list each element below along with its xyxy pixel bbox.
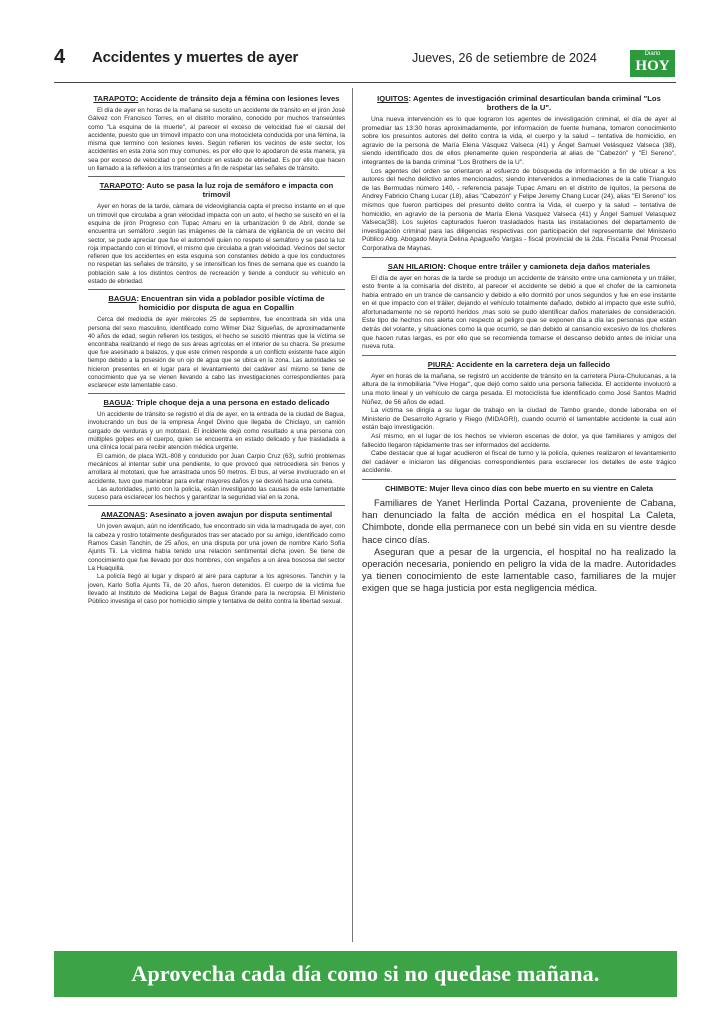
article-title: : Encuentran sin vida a poblador posible víctima de homicidio por disputa de agua en Copallin bbox=[136, 294, 325, 313]
article-tarapoto-1 bbox=[88, 94, 345, 177]
article-title: : Triple choque deja a una persona en estado delicado bbox=[131, 398, 330, 408]
article-paragraph: Ayer en horas de la tarde, cámara de videovigilancia capta el preciso instante en el que un trimovil que circulaba a gran velocidad impacta con un auto, el hecho se suscitó en el la esquina de jirón Progreso con Tupac Amaru en la urbanización 9 de Abril, donde se encuentra un semáforo .según las imágenes de la cámara de vigilancia de un vecino del sector, se pude apreciar que fue el automóvil quien no respeto el semáforo y se pasó la luz roja impactando con el trimovil, el mismo que circulaba a gran velocidad. Vecinos del sector refieren que los accidentes en esta esquina son constantes debido a que los conductores no respetan las señales de tránsito, y se intensifican los fines de semana que es cuando la población sale a los distintos centros de recreación y tiende a conducir su vehículo en estado de ebriedad. bbox=[88, 203, 345, 286]
article-amazonas bbox=[88, 510, 345, 609]
article-title: : Choque entre tráiler y camioneta deja daños materiales bbox=[443, 261, 651, 271]
newspaper-logo bbox=[630, 50, 675, 77]
article-piura bbox=[362, 360, 676, 480]
article-location: BAGUA bbox=[103, 398, 132, 408]
article-title: : Auto se pasa la luz roja de semáforo e impacta con trimovil bbox=[141, 181, 334, 200]
article-title: Accidente de tránsito deja a fémina con lesiones leves bbox=[138, 94, 340, 103]
left-column bbox=[88, 90, 345, 613]
column-divider bbox=[352, 88, 353, 942]
article-paragraph: La policía llegó al lugar y disparó al aire para capturar a los agresores. Tanchin y la joven, Karlo Sofía Ajunts Tii, de 20 años, fueron detenidos. El cuerpo de la víctima fue llevado al Instituto de Medicina Legal de Bagua Grande para la necropsia. El Ministerio Público investiga el caso por homicidio simple y tentativa de delito contra la libertad sexual. bbox=[88, 573, 345, 606]
article-paragraph: El día de ayer en horas de la tarde se produjo un accidente de tránsito entre una camioneta y un tráiler, esto frente a la comisaría del distrito, al parecer el accidente se debió a que el chofer de la camioneta había entrado en un trance de cansancio y debido a ello dormitó por unos segundos y fue en ese instante en el que impacto con el tráiler, dejando el vehículo totalmente dañado, debido al impacto que este sufrió, afortunadamente no se reportó heridos ,mas solo se pudo identificar daños materiales de consideración. Este tipo de hechos nos alerta con respecto al peligro que se exponen día a día las personas que están detrás del volante, y situaciones como la que ocurrió, se dan debido al cansancio excesivo de los choferes que hacen rutas largas, es por ello que se recomienda tomarse el descanso debido antes de iniciar una nueva ruta. bbox=[362, 274, 676, 351]
article-location: PIURA bbox=[427, 359, 452, 369]
article-paragraph: Una nueva intervención es lo que lograron los agentes de investigación criminal, el día de ayer al promediar las 13:30 horas aproximadamente, por información de fuente humana, tomaron conocimiento sobre los presuntos autores del delito contra la vida, el cuerpo y la salud – tentativa de homicidio, en agravio de la persona de María Elena Vásquez Valseca (41) y Ángel Samuel Velásquez Valseca (38), siendo identificado dos de ellos plenamente quien respondería al alias de "Cabezón" y "El Sereno", integrantes de la banda criminal "Los Brothers de la U". bbox=[362, 116, 676, 166]
article-title: : Agentes de investigación criminal desarticulan banda criminal "Los brothers de la U". bbox=[408, 94, 661, 112]
article-headline bbox=[92, 294, 341, 312]
article-paragraph: Cerca del mediodía de ayer miércoles 25 de septiembre, fue encontrada sin vida una persona del sexo masculino, identificado como Wilmer Diaz Sigueñas, de aproximadamente 40 años de edad, según refieren los testigos, el hecho se suscitó mientras que la víctima se encontraba realizando el riego de sus áreas agrícolas en el interior de su chacra. Se presume que fue asesinado a balazos, y que este crimen responde a un conflicto existente hace algún tiempo debido a la posesión de un ojo de agua que se ubica en la zona. Las autoridades se hicieron presentes en el lugar para el levantamiento del cadáver así mismo se tiene de conocimiento que ya se vienen llevando a cabo las investigaciones correspondientes para esclarecer este lamentable caso. bbox=[88, 316, 345, 389]
article-paragraph: El día de ayer en horas de la mañana se suscito un accidente de tránsito en el jirón José Gálvez con Francisco Torres, en el distrito moralino, conocido por muchos transeúntes como "La esquina de la muerte", al parecer el exceso de velocidad fue el causal del accidente, puesto que un trimovil impacto con una motocicleta conducida por una fémina, la misma que termino con lesiones leves. Según refieren los vecinos de este sector, los accidentes en esta zona son muy comunes, es por ello que lo apodaron de esta manera, ya sea por exceso de velocidad o por conducir en estado de ebriedad. Es por ello que hacen un llamado a la reflexion a los transeúntes a fin de respetar las señales de tránsito. bbox=[88, 107, 345, 173]
article-title: : Accidente en la carretera deja un fallecido bbox=[451, 359, 611, 369]
article-location: TARAPOTO bbox=[99, 181, 142, 191]
header-rule bbox=[54, 82, 676, 83]
article-title: CHIMBOTE: Mujer lleva cinco días con bebe muerto en su vientre en Caleta bbox=[384, 483, 654, 493]
article-paragraph: La víctima se dirigía a su lugar de trabajo en la ciudad de Tambo grande, donde laboraba en el Ministerio de Desarrollo Agrario y Riego (MIDAGRI), cuando ocurrió el lamentable accidente la cual aún están bajo investigación. bbox=[362, 407, 676, 432]
article-bagua-1 bbox=[88, 294, 345, 394]
article-iquitos bbox=[362, 94, 676, 258]
section-title: Accidentes y muertes de ayer bbox=[92, 49, 299, 66]
article-bagua-2 bbox=[88, 398, 345, 506]
article-paragraph: Familiares de Yanet Herlinda Portal Cazana, proveniente de Cabana, han denunciado la falta de acción médica en el hospital La Caleta, Chimbote, donde ella permanece con un bebé sin vida en su vientre desde hace cinco días. bbox=[362, 496, 676, 545]
article-headline bbox=[366, 94, 672, 112]
page-header bbox=[0, 0, 723, 80]
article-paragraph: Las autoridades, junto con la policía, están investigando las causas de este lamentable suceso para esclarecer los hechos y garantizar la seguridad vial en la zona. bbox=[88, 485, 345, 502]
footer-banner bbox=[54, 951, 677, 997]
article-headline bbox=[92, 94, 341, 103]
logo-small-text: Diario bbox=[644, 51, 661, 57]
article-location: SAN HILARION bbox=[387, 261, 444, 271]
article-title: : Asesinato a joven awajun por disputa sentimental bbox=[145, 510, 333, 520]
article-san-hilarion bbox=[362, 262, 676, 356]
article-paragraph: Aseguran que a pesar de la urgencia, el hospital no ha realizado la operación necesaria, poniendo en peligro la vida de la madre. Autoridades ya tienen conocimiento de este lamentable caso, familiares de la mujer exigen que se haga justicia por esta negligencia médica. bbox=[362, 545, 676, 594]
article-headline bbox=[92, 398, 341, 407]
article-tarapoto-2 bbox=[88, 181, 345, 290]
article-chimbote bbox=[362, 484, 676, 598]
article-paragraph: Un accidente de tránsito se registró el día de ayer, en la entrada de la ciudad de Bagua, involucrando un bus de la empresa Ángel Divino que llegaba de Chiclayo, un camión cargado de verduras y un mototaxi. El incidente dejó como resultado a una persona con múltiples golpes en el cuerpo, quien se encuentra en estado delicado y fue trasladada a una clínica local para recibir atención médica urgente. bbox=[88, 411, 345, 452]
banner-text: Aprovecha cada día como si no quedase mañana. bbox=[131, 961, 600, 986]
page-number: 4 bbox=[54, 46, 66, 68]
article-location: BAGUA bbox=[108, 294, 137, 304]
article-location: AMAZONAS bbox=[100, 510, 146, 520]
article-headline bbox=[92, 181, 341, 199]
right-column bbox=[362, 90, 676, 602]
article-location: IQUITOS bbox=[377, 94, 409, 103]
article-headline bbox=[366, 262, 672, 271]
article-paragraph: Así mismo, en el lugar de los hechos se vivieron escenas de dolor, ya que familiares y amigos del fallecido llegaron rápidamente tras ser informados del accidente. bbox=[362, 433, 676, 449]
article-paragraph: Los agentes del orden se orientaron al esfuerzo de búsqueda de información a fin de ubicar a los autores del hecho delictivo antes mencionados; siendo intervenidos a inmediaciones de la calle Triangulo de las Bermudas número 140, - referencia pasaje Tupac Amaru en el distrito de Iquitos, la persona de Andrey Fabricio Chang Lucar (18), alias "Cabezón" y Felipe Jeremy Chang Lucar (24), alias "El Sereno" los mismos que fueron participes del presunto delito contra la Vida, el cuerpo y la salud – tentativa de homicidio, en agravio de la persona de María Elena Vasquez Valseca (41) y Ángel Samuel Velasquez Valseca(38). Los sujetos capturados fueron trasladados hasta las instalaciones del departamento de investigación criminal para las diligencias respectivas con participación del representante del Ministerio Público Abg. Abogado Mayra Delina Apagueño Vargas - fiscal provincial de la 2da. Fiscalía Penal Procesal Corporativa de Maynas. bbox=[362, 167, 676, 252]
article-paragraph: El camión, de placa W2L-808 y conducido por Juan Carpio Cruz (63), sufrió problemas mecánicos al intentar subir una pendiente, lo que provocó que retrocediera sin frenos y arrollara al mototaxi, que fue arrastrada unos 50 metros. El bus, al verse involucrado en el accidente, tuvo que maniobrar para evitar mayores daños y se desvió hacia una cuneta. bbox=[88, 452, 345, 485]
article-paragraph: Un joven awajun, aún no identificado, fue encontrado sin vida la madrugada de ayer, con la cabeza y rostro totalmente desfigurados tras ser atacado por su amigo, identificado como Ramos Casin Tanchin, de 25 años, en una disputa por una joven de nombre Karlo Sofía Ajunts Tii. La víctima había tenido una relación sentimental dicha joven. Se tiene de conocimiento que fue llevado por dos hombres, con engaños a un área boscosa del sector La Huaquilla. bbox=[88, 523, 345, 572]
article-headline bbox=[92, 510, 341, 519]
article-paragraph: Cabe destacar que al lugar acudieron el fiscal de turno y la policía, quienes realizaron el levantamiento del cadáver e iniciaron las diligencias correspondientes para esclarecer los detalles de este trágico accidente. bbox=[362, 450, 676, 475]
logo-big-text: HOY bbox=[635, 58, 670, 74]
article-location: TARAPOTO: bbox=[93, 94, 139, 103]
issue-date: Jueves, 26 de setiembre de 2024 bbox=[412, 51, 597, 65]
article-paragraph: Ayer en horas de la mañana, se registró un accidente de tránsito en la carretera Piura-Chulucanas, a la altura de la inmobiliaria "Vive Hogar", que dejó como saldo una persona fallecida. El accidente involucró a una moto lineal y un vehículo de carga pesada. El motociclista fue identificado como José Santos Madrid Núñez, de 56 años de edad. bbox=[362, 372, 676, 406]
article-headline bbox=[366, 484, 672, 493]
article-headline bbox=[366, 360, 672, 369]
